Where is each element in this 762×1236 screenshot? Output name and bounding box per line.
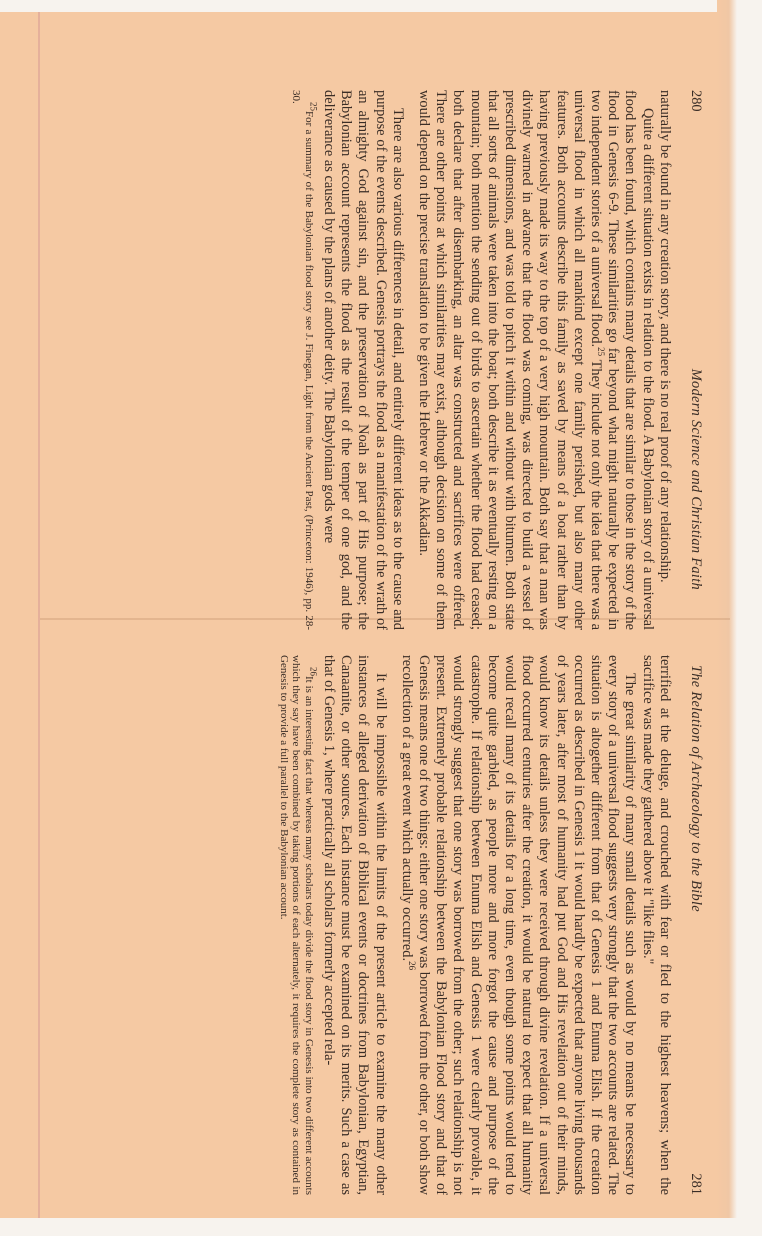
left-body-text — [320, 90, 673, 630]
footnote-ref-26: 26 — [406, 961, 417, 971]
right-footnotes — [277, 655, 319, 1195]
right-running-title: The Relation of Archaeology to the Bible — [688, 665, 704, 912]
left-page — [290, 90, 704, 630]
right-paragraph-2-text: The great similarity of many small details such as would by no means be necessary to every story of a universal flood suggests very strongly that the two accounts are related. The situation is altogether different from that of Genesis 1 and Enuma Elish. If the creation occurred as described in Genesis 1 it would hardly be expected that anyone living thousands of years later, after most of humanity had put God and His revelation out of their minds, would know its details unless they were received through divine revelation. If a universal flood occurred centuries after the creation, it would be natural to expect that all humanity would recall many of its details for a long time, even though some points would tend to become quite garbled, as people more and more forgot the cause and purpose of the catastrophe. If relationship between Enuma Elish and Genesis 1 were clearly provable, it would strongly suggest that one story was borrowed from the other; such relationship is not present. Extremely probable relationship between the Babylonian Flood story and that of Genesis means one of two things: either one story was borrowed from the other, or both show recollection of a great event which actually occurred. — [398, 655, 639, 1195]
left-paragraph-3: There are also various differences in detail, and entirely different ideas as to the cause and purpose of the events described. Genesis portrays the flood as a manifestation of the wrath of an almighty God against sin, and the preservation of Noah as part of His purpose; the Babylonian account represents the flood as the result of the temper of one god, and the deliverance as caused by the plans of another deity. The Babylonian gods were — [320, 90, 406, 630]
footnote-25 — [290, 90, 319, 630]
right-running-head — [687, 655, 704, 1195]
left-footnotes — [290, 90, 319, 630]
right-page — [277, 655, 704, 1195]
right-body-text — [320, 655, 673, 1195]
right-paragraph-2 — [398, 655, 639, 1195]
left-running-head — [687, 90, 704, 630]
footnote-ref-25: 25 — [595, 347, 606, 357]
footnote-marker: 25 — [308, 102, 319, 111]
right-paragraph-3: It will be impossible within the limits of the present article to examine the many other instances of alleged derivation of Biblical events or doctrines from Babylonian, Egyptian, Canaanite, or other sources. Each instance must be examined on its merits. Such a case as that of Genesis 1, where practically all scholars formerly accepted rela- — [320, 655, 389, 1195]
footnote-marker: 26 — [308, 667, 319, 676]
left-paragraph-2-text: Quite a different situation exists in relation to the flood. A Babylonian story of a universal flood has been found, which contains many details that are similar to those in the story of the flood in Genesis 6-9. These similarities go far beyond what might naturally be expected in two independent stories of a universal flood. — [587, 90, 656, 630]
footnote-text: It is an interesting fact that whereas many scholars today divide the flood story in Genesis into two different accounts which they say have been combined by taking portions of each alternately, it requires the complete story as contained in Genesis to provide a full parallel to the Babylonian account. — [277, 655, 315, 1195]
right-page-number: 281 — [688, 1173, 704, 1195]
left-paragraph-2-text-cont: They include not only the idea that there was a universal flood in which all mankind except one family perished, but also many other features. Both accounts describe this family as saved by means of a boat rather than by having previously made its way to the top of a very high mountain. Both say that a man was divinely warned in advance that the flood was coming, was directed to build a vessel of prescribed dimensions, and was told to pitch it within and without with bitumen. Both state that all sorts of animals were taken into the boat; both describe it as eventually resting on a mountain; both mention the sending out of birds to ascertain whether the flood had ceased; both declare that after disembarking, an altar was constructed and sacrifices were offered. There are other points at which similarities may exist, although decision on some of them would depend on the precise translation to be given the Hebrew or the Akkadian. — [415, 90, 604, 631]
left-paragraph-1: naturally be found in any creation story, and there is no real proof of any relationship. — [656, 90, 673, 583]
footnote-text: For a summary of the Babylonian flood story see J. Finegan, Light from the Ancient Past, (Princeton: 1946), pp. 28-30. — [290, 90, 315, 630]
left-paragraph-2 — [415, 90, 656, 630]
left-page-number: 280 — [688, 90, 704, 112]
footnote-26 — [277, 655, 319, 1195]
left-running-title: Modern Science and Christian Faith — [688, 368, 704, 590]
right-paragraph-1: terrified at the deluge, and crouched with fear or fled to the highest heavens; when the sacrifice was made they gathered above it "like flies." — [639, 655, 673, 1195]
